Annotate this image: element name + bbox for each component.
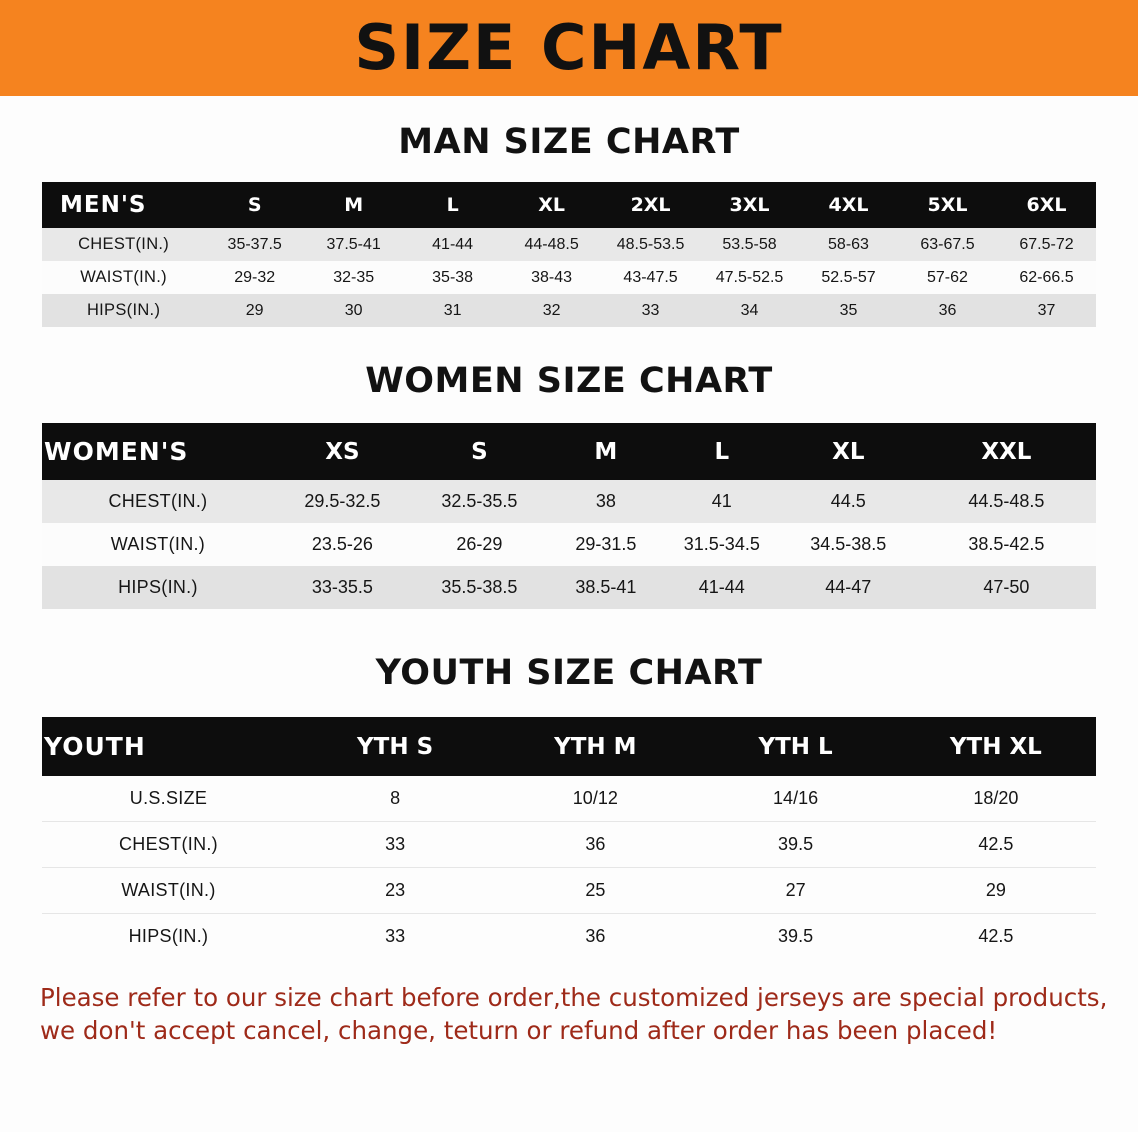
man-header-2xl: 2XL bbox=[601, 182, 700, 228]
women-hips-xs: 33-35.5 bbox=[311, 577, 373, 597]
order-policy-note bbox=[40, 981, 1108, 1047]
women-chest-label: CHEST(IN.) bbox=[108, 491, 208, 511]
women-waist-s: 26-29 bbox=[456, 534, 503, 554]
youth-waist-l: 27 bbox=[695, 868, 895, 914]
women-hips-s: 35.5-38.5 bbox=[441, 577, 518, 597]
man-waist-6xl: 62-66.5 bbox=[1019, 268, 1074, 286]
man-hips-s: 29 bbox=[245, 301, 264, 319]
women-waist-xl: 34.5-38.5 bbox=[810, 534, 887, 554]
man-header-6xl: 6XL bbox=[997, 182, 1096, 228]
women-header-l: L bbox=[664, 423, 780, 480]
table-row bbox=[42, 294, 1096, 327]
table-header-row bbox=[42, 423, 1096, 480]
table-row bbox=[42, 228, 1096, 261]
women-header-xl: XL bbox=[780, 423, 917, 480]
man-header-label: MEN'S bbox=[42, 182, 205, 228]
youth-chest-xl: 42.5 bbox=[896, 822, 1096, 868]
youth-chest-l: 39.5 bbox=[695, 822, 895, 868]
man-hips-6xl: 37 bbox=[1037, 301, 1056, 319]
women-chest-xxl: 44.5-48.5 bbox=[968, 491, 1045, 511]
women-header-s: S bbox=[411, 423, 548, 480]
youth-header-xl: YTH XL bbox=[896, 717, 1096, 776]
man-chest-3xl: 53.5-58 bbox=[722, 235, 777, 253]
man-header-3xl: 3XL bbox=[700, 182, 799, 228]
youth-size-table bbox=[42, 717, 1096, 959]
table-row bbox=[42, 480, 1096, 523]
youth-ussize-m: 10/12 bbox=[495, 776, 695, 822]
man-header-5xl: 5XL bbox=[898, 182, 997, 228]
women-table-wrapper bbox=[42, 423, 1096, 609]
youth-waist-xl: 29 bbox=[896, 868, 1096, 914]
man-chest-label: CHEST(IN.) bbox=[78, 235, 170, 253]
man-waist-m: 32-35 bbox=[333, 268, 375, 286]
man-hips-xl: 32 bbox=[542, 301, 561, 319]
man-hips-label: HIPS(IN.) bbox=[86, 301, 161, 319]
youth-waist-m: 25 bbox=[495, 868, 695, 914]
table-row bbox=[42, 776, 1096, 822]
youth-chest-s: 33 bbox=[295, 822, 495, 868]
table-row bbox=[42, 868, 1096, 914]
women-waist-label: WAIST(IN.) bbox=[110, 534, 206, 554]
man-waist-xl: 38-43 bbox=[531, 268, 573, 286]
women-chest-l: 41 bbox=[711, 491, 732, 511]
man-hips-l: 31 bbox=[443, 301, 462, 319]
youth-header-m: YTH M bbox=[495, 717, 695, 776]
man-chest-l: 41-44 bbox=[432, 235, 474, 253]
man-hips-3xl: 34 bbox=[740, 301, 759, 319]
youth-hips-m: 36 bbox=[585, 926, 606, 946]
youth-ussize-s: 8 bbox=[295, 776, 495, 822]
youth-waist-s: 23 bbox=[295, 868, 495, 914]
man-hips-5xl: 36 bbox=[938, 301, 957, 319]
women-header-label: WOMEN'S bbox=[42, 423, 274, 480]
women-hips-xxl: 47-50 bbox=[983, 577, 1030, 597]
man-chest-2xl: 48.5-53.5 bbox=[616, 235, 685, 253]
man-table-wrapper bbox=[42, 182, 1096, 327]
youth-ussize-label: U.S.SIZE bbox=[42, 776, 295, 822]
man-hips-m: 30 bbox=[344, 301, 363, 319]
women-size-table bbox=[42, 423, 1096, 609]
table-row bbox=[42, 523, 1096, 566]
man-header-xl: XL bbox=[502, 182, 601, 228]
header-banner bbox=[0, 0, 1138, 96]
women-hips-m: 38.5-41 bbox=[575, 577, 637, 597]
order-policy-note-line-2: we don't accept cancel, change, teturn or refund after order has been placed! bbox=[40, 1016, 998, 1046]
man-waist-5xl: 57-62 bbox=[927, 268, 968, 286]
women-section-title: WOMEN SIZE CHART bbox=[365, 361, 773, 401]
man-chest-m: 37.5-41 bbox=[326, 235, 381, 253]
women-waist-m: 29-31.5 bbox=[575, 534, 637, 554]
youth-header-s: YTH S bbox=[295, 717, 495, 776]
youth-hips-l: 39.5 bbox=[778, 926, 814, 946]
order-policy-note-line-1: Please refer to our size chart before order,the customized jerseys are special products, bbox=[40, 983, 1108, 1012]
women-hips-label: HIPS(IN.) bbox=[118, 577, 198, 597]
women-header-xxl: XXL bbox=[917, 423, 1096, 480]
youth-hips-label: HIPS(IN.) bbox=[128, 926, 209, 946]
man-section-title: MAN SIZE CHART bbox=[398, 122, 740, 162]
women-chest-m: 38 bbox=[595, 491, 616, 511]
women-waist-xs: 23.5-26 bbox=[311, 534, 373, 554]
youth-chest-m: 36 bbox=[495, 822, 695, 868]
youth-table-wrapper bbox=[42, 717, 1096, 959]
women-chest-s: 32.5-35.5 bbox=[441, 491, 518, 511]
man-waist-3xl: 47.5-52.5 bbox=[715, 268, 784, 286]
man-header-s: S bbox=[205, 182, 304, 228]
man-waist-4xl: 52.5-57 bbox=[821, 268, 876, 286]
man-header-m: M bbox=[304, 182, 403, 228]
table-row bbox=[42, 914, 1096, 960]
page-title: SIZE CHART bbox=[354, 11, 784, 84]
man-chest-xl: 44-48.5 bbox=[524, 235, 579, 253]
women-header-m: M bbox=[548, 423, 664, 480]
women-waist-l: 31.5-34.5 bbox=[683, 534, 760, 554]
youth-hips-xl: 42.5 bbox=[978, 926, 1014, 946]
man-hips-4xl: 35 bbox=[839, 301, 858, 319]
youth-hips-s: 33 bbox=[385, 926, 406, 946]
man-waist-label: WAIST(IN.) bbox=[80, 268, 167, 286]
youth-header-l: YTH L bbox=[695, 717, 895, 776]
youth-ussize-l: 14/16 bbox=[695, 776, 895, 822]
table-header-row bbox=[42, 717, 1096, 776]
man-waist-s: 29-32 bbox=[234, 268, 276, 286]
man-header-4xl: 4XL bbox=[799, 182, 898, 228]
man-chest-6xl: 67.5-72 bbox=[1019, 235, 1074, 253]
man-size-table bbox=[42, 182, 1096, 327]
youth-section-title: YOUTH SIZE CHART bbox=[375, 653, 763, 693]
table-row bbox=[42, 822, 1096, 868]
man-chest-5xl: 63-67.5 bbox=[920, 235, 975, 253]
man-waist-2xl: 43-47.5 bbox=[623, 268, 678, 286]
youth-header-label: YOUTH bbox=[42, 717, 295, 776]
man-header-l: L bbox=[403, 182, 502, 228]
youth-waist-label: WAIST(IN.) bbox=[42, 868, 295, 914]
man-chest-s: 35-37.5 bbox=[227, 235, 282, 253]
youth-chest-label: CHEST(IN.) bbox=[42, 822, 295, 868]
table-header-row bbox=[42, 182, 1096, 228]
table-row bbox=[42, 566, 1096, 609]
man-chest-4xl: 58-63 bbox=[828, 235, 869, 253]
women-waist-xxl: 38.5-42.5 bbox=[968, 534, 1045, 554]
man-waist-l: 35-38 bbox=[432, 268, 474, 286]
women-hips-xl: 44-47 bbox=[825, 577, 872, 597]
table-row bbox=[42, 261, 1096, 294]
women-chest-xl: 44.5 bbox=[830, 491, 866, 511]
man-hips-2xl: 33 bbox=[641, 301, 660, 319]
women-hips-l: 41-44 bbox=[698, 577, 745, 597]
women-header-xs: XS bbox=[274, 423, 411, 480]
youth-ussize-xl: 18/20 bbox=[896, 776, 1096, 822]
women-chest-xs: 29.5-32.5 bbox=[304, 491, 381, 511]
